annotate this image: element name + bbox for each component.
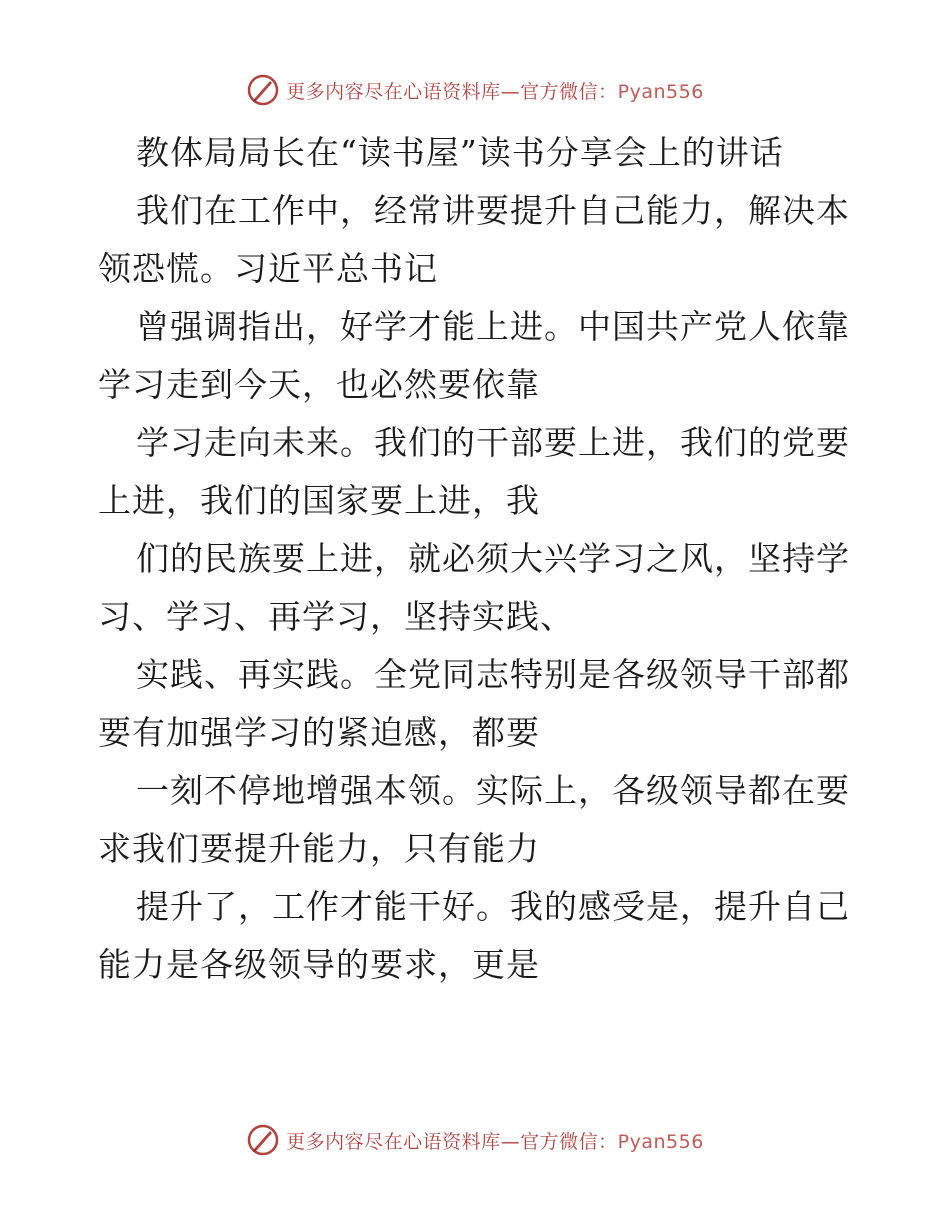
paragraph-line: 要有加强学习的紧迫感，都要 bbox=[98, 713, 540, 752]
banner-text: 更多内容尽在心语资料库—官方微信：Pyan556 bbox=[286, 1130, 704, 1153]
paragraph-line: 提升了，工作才能干好。我的感受是，提升自己 bbox=[136, 887, 850, 926]
document-title: 教体局局长在“读书屋”读书分享会上的讲话 bbox=[136, 133, 784, 172]
paragraph-line: 领恐慌。习近平总书记 bbox=[98, 249, 438, 288]
header-banner bbox=[0, 70, 950, 110]
paragraph-line: 一刻不停地增强本领。实际上，各级领导都在要 bbox=[136, 771, 850, 810]
paragraph-line: 学习走到今天，也必然要依靠 bbox=[98, 365, 540, 404]
paragraph-line: 习、学习、再学习，坚持实践、 bbox=[98, 597, 574, 636]
wechat-id: Pyan556 bbox=[617, 1130, 704, 1153]
footer-banner bbox=[0, 1120, 950, 1160]
quill-pen-logo-icon bbox=[246, 73, 280, 107]
paragraph-line: 我们在工作中，经常讲要提升自己能力，解决本 bbox=[136, 191, 850, 230]
paragraph-line: 求我们要提升能力，只有能力 bbox=[98, 829, 540, 868]
paragraph-line: 学习走向未来。我们的干部要上进，我们的党要 bbox=[136, 423, 850, 462]
quill-pen-logo-icon bbox=[246, 1123, 280, 1157]
paragraph-line: 实践、再实践。全党同志特别是各级领导干部都 bbox=[136, 655, 850, 694]
paragraph-line: 曾强调指出，好学才能上进。中国共产党人依靠 bbox=[136, 307, 850, 346]
wechat-id: Pyan556 bbox=[617, 80, 704, 103]
paragraph-line: 们的民族要上进，就必须大兴学习之风，坚持学 bbox=[136, 539, 850, 578]
document-body bbox=[98, 124, 858, 994]
paragraph-line: 上进，我们的国家要上进，我 bbox=[98, 481, 540, 520]
banner-text: 更多内容尽在心语资料库—官方微信：Pyan556 bbox=[286, 80, 704, 103]
paragraph-line: 能力是各级领导的要求，更是 bbox=[98, 945, 540, 984]
